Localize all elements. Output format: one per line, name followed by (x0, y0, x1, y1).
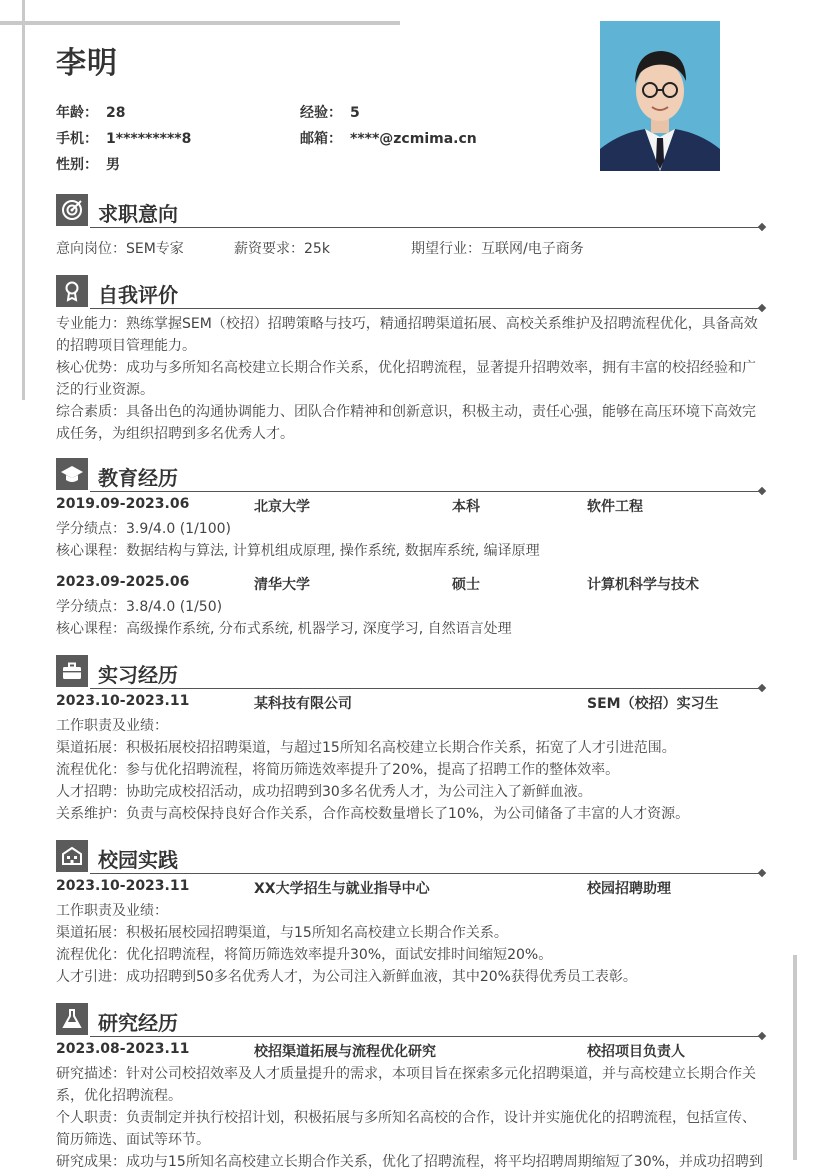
age-info (56, 102, 125, 122)
internship-role: SEM（校招）实习生 (587, 696, 719, 712)
age-value: 28 (106, 105, 126, 121)
section-header (56, 275, 765, 311)
text-line: 渠道拓展：积极拓展校招招聘渠道，与超过15所知名高校建立长期合作关系，拓宽了人才引进范围。 (56, 740, 676, 756)
text-line: 流程优化：优化招聘流程，将简历筛选效率提升30%，面试安排时间缩短20%。 (56, 947, 553, 963)
internship-company: 某科技有限公司 (254, 696, 352, 712)
research-section (56, 1003, 765, 1173)
intent-salary: 薪资要求：25k (234, 241, 330, 257)
building-icon (56, 840, 88, 872)
briefcase-icon (56, 655, 88, 687)
text-line: 系，优化招聘流程。 (56, 1088, 182, 1104)
experience-value: 5 (350, 105, 360, 121)
text-line: 渠道拓展：积极拓展校园招聘渠道，与15所知名高校建立长期合作关系。 (56, 925, 508, 941)
section-divider-end (758, 684, 766, 692)
text-line: 人才招聘：协助完成校招活动，成功招聘到30多名优秀人才，为公司注入了新鲜血液。 (56, 784, 592, 800)
text-line: 简历筛选、面试等环节。 (56, 1132, 210, 1148)
section-title: 实习经历 (98, 663, 178, 687)
text-line: 成任务，为组织招聘到多名优秀人才。 (56, 426, 294, 442)
section-divider (90, 308, 761, 309)
section-divider (90, 688, 761, 689)
experience-label: 经验： (300, 105, 342, 121)
text-line: 工作职责及业绩： (56, 903, 168, 919)
internship-entry-header (56, 693, 765, 715)
education-school: 清华大学 (254, 577, 310, 593)
candidate-name: 李明 (56, 46, 118, 81)
section-divider (90, 227, 761, 228)
text-line: 综合素质：具备出色的沟通协调能力、团队合作精神和创新意识，积极主动，责任心强，能够在高压环境下高效完 (56, 404, 756, 420)
email-value: ****@zcmima.cn (350, 131, 477, 147)
campus-organization: XX大学招生与就业指导中心 (254, 881, 430, 897)
text-line: 核心课程：高级操作系统, 分布式系统, 机器学习, 深度学习, 自然语言处理 (56, 621, 512, 637)
education-major: 计算机科学与技术 (587, 577, 699, 593)
research-project: 校招渠道拓展与流程优化研究 (254, 1044, 436, 1060)
text-line: 专业能力：熟练掌握SEM（校招）招聘策略与技巧，精通招聘渠道拓展、高校关系维护及招聘流程优化，具备高效 (56, 316, 758, 332)
intent-row (56, 238, 765, 260)
research-role: 校招项目负责人 (587, 1044, 685, 1060)
campus-practice-section (56, 840, 765, 988)
section-header (56, 1003, 765, 1039)
text-line: 的招聘项目管理能力。 (56, 338, 196, 354)
campus-entry-header (56, 878, 765, 900)
phone-value: 1*********8 (106, 131, 192, 147)
experience-info (300, 102, 360, 122)
age-label: 年龄： (56, 105, 98, 121)
award-icon (56, 275, 88, 307)
intent-industry: 期望行业：互联网/电子商务 (411, 241, 584, 257)
gender-label: 性别： (56, 157, 98, 173)
education-section (56, 458, 765, 640)
section-title: 校园实践 (98, 848, 178, 872)
decorative-vertical-line-right (793, 955, 797, 1160)
education-entry-header (56, 496, 765, 518)
section-title: 研究经历 (98, 1011, 178, 1035)
section-header (56, 840, 765, 876)
campus-date: 2023.10-2023.11 (56, 878, 190, 894)
profile-photo (600, 21, 720, 171)
text-line: 核心课程：数据结构与算法, 计算机组成原理, 操作系统, 数据库系统, 编译原理 (56, 543, 540, 559)
target-icon (56, 194, 88, 226)
text-line: 学分绩点：3.8/4.0 (1/50) (56, 599, 223, 615)
self-evaluation-section (56, 275, 765, 445)
section-header (56, 194, 765, 230)
internship-date: 2023.10-2023.11 (56, 693, 190, 709)
section-divider (90, 873, 761, 874)
email-info (300, 128, 477, 148)
section-divider-end (758, 1032, 766, 1040)
text-line: 核心优势：成功与多所知名高校建立长期合作关系，优化招聘流程，显著提升招聘效率，拥有丰富的校招经验和广 (56, 360, 756, 376)
education-major: 软件工程 (587, 499, 643, 515)
graduation-cap-icon (56, 458, 88, 490)
text-line: 研究成果：成功与15所知名高校建立长期合作关系，优化了招聘流程，将平均招聘周期缩短了30%，并成功招聘到 (56, 1154, 763, 1170)
text-line: 个人职责：负责制定并执行校招计划，积极拓展与多所知名高校的合作，设计并实施优化的招聘流程，包括宣传、 (56, 1110, 756, 1126)
job-intent-section (56, 194, 765, 260)
text-line: 泛的行业资源。 (56, 382, 154, 398)
education-date: 2019.09-2023.06 (56, 496, 190, 512)
section-title: 自我评价 (98, 283, 178, 307)
gender-value: 男 (106, 157, 120, 173)
section-divider-end (758, 869, 766, 877)
campus-role: 校园招聘助理 (587, 881, 671, 897)
phone-info (56, 128, 191, 148)
education-degree: 硕士 (452, 577, 480, 593)
text-line: 关系维护：负责与高校保持良好合作关系，合作高校数量增长了10%，为公司储备了丰富的人才资源。 (56, 806, 690, 822)
decorative-horizontal-line (0, 21, 400, 25)
text-line: 学分绩点：3.9/4.0 (1/100) (56, 521, 231, 537)
internship-section (56, 655, 765, 825)
section-header (56, 655, 765, 691)
education-entry-header (56, 574, 765, 596)
email-label: 邮箱： (300, 131, 342, 147)
section-divider-end (758, 304, 766, 312)
decorative-vertical-line (22, 0, 25, 400)
self-evaluation-text (56, 313, 765, 445)
section-divider-end (758, 487, 766, 495)
section-title: 教育经历 (98, 466, 178, 490)
education-degree: 本科 (452, 499, 480, 515)
research-entry-header (56, 1041, 765, 1063)
section-divider (90, 491, 761, 492)
section-divider-end (758, 223, 766, 231)
text-line: 人才引进：成功招聘到50多名优秀人才，为公司注入新鲜血液，其中20%获得优秀员工表彰。 (56, 969, 637, 985)
text-line: 工作职责及业绩： (56, 718, 168, 734)
education-school: 北京大学 (254, 499, 310, 515)
text-line: 研究描述：针对公司校招效率及人才质量提升的需求，本项目旨在探索多元化招聘渠道，并与高校建立长期合作关 (56, 1066, 756, 1082)
intent-position: 意向岗位：SEM专家 (56, 241, 184, 257)
education-date: 2023.09-2025.06 (56, 574, 190, 590)
phone-label: 手机： (56, 131, 98, 147)
flask-icon (56, 1003, 88, 1035)
research-date: 2023.08-2023.11 (56, 1041, 190, 1057)
section-title: 求职意向 (98, 202, 178, 226)
text-line: 流程优化：参与优化招聘流程，将简历筛选效率提升了20%，提高了招聘工作的整体效率。 (56, 762, 620, 778)
section-divider (90, 1036, 761, 1037)
section-header (56, 458, 765, 494)
gender-info (56, 154, 120, 174)
